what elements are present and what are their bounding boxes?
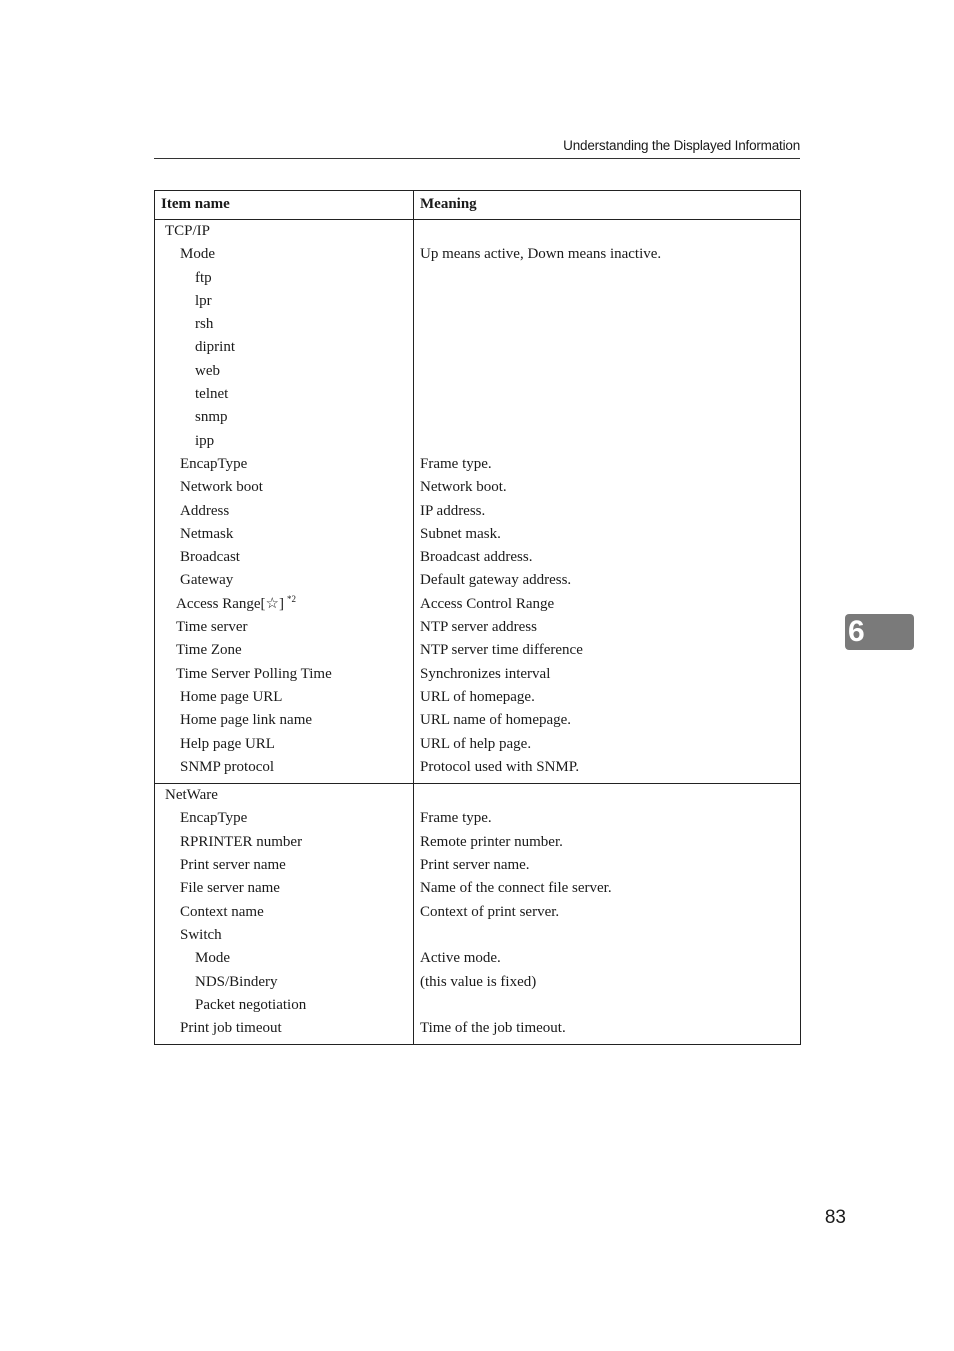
table-header-row [155,191,801,220]
table-row [155,476,801,499]
item-name: Time Zone [176,642,242,659]
table-row [155,831,801,854]
meaning-cell [414,784,801,808]
table-row [155,313,801,336]
item-name: SNMP protocol [180,758,275,775]
meaning-cell: Default gateway address. [414,569,801,592]
item-name: Address [180,502,230,519]
meaning-cell: Up means active, Down means inactive. [414,243,801,266]
table-row [155,639,801,662]
item-name: Access Range[☆] [176,595,284,612]
meaning-cell [414,360,801,383]
meaning-cell [414,220,801,244]
item-name: Mode [195,950,230,967]
item-name-cell [155,383,414,406]
table-row [155,220,801,244]
item-name: Print server name [180,857,286,874]
meaning-cell: Access Control Range [414,593,801,616]
footnote-ref: *2 [287,593,296,604]
table-row [155,453,801,476]
item-name-cell [155,453,414,476]
item-name-cell [155,877,414,900]
item-name: Time Server Polling Time [176,665,332,682]
meaning-cell [414,383,801,406]
item-name: rsh [195,316,214,333]
item-name: Gateway [180,572,234,589]
item-name: Print job timeout [180,1020,282,1037]
item-name: NDS/Bindery [195,973,278,990]
column-header-meaning: Meaning [414,191,801,220]
chapter-number: 6 [848,615,865,648]
item-name: telnet [195,386,229,403]
item-name-cell [155,784,414,808]
item-name-cell [155,267,414,290]
item-name-cell [155,546,414,569]
item-name: Home page URL [180,688,283,705]
item-name-cell [155,1017,414,1045]
column-header-item-name: Item name [155,191,414,220]
item-name-cell [155,854,414,877]
table-row [155,686,801,709]
table-row [155,546,801,569]
item-name-cell [155,686,414,709]
item-name-cell [155,523,414,546]
item-name: Home page link name [180,712,313,729]
meaning-cell: (this value is fixed) [414,971,801,994]
item-name-cell [155,593,414,616]
table-row [155,854,801,877]
item-name-cell [155,360,414,383]
table-row [155,406,801,429]
table-row [155,267,801,290]
meaning-cell: URL of help page. [414,733,801,756]
item-name: Help page URL [180,735,275,752]
item-name: EncapType [180,810,248,827]
item-name: diprint [195,339,235,356]
table-row [155,360,801,383]
item-name: ipp [195,432,215,449]
item-name-cell [155,220,414,244]
meaning-cell: Frame type. [414,807,801,830]
meaning-cell: Active mode. [414,947,801,970]
item-name-cell [155,243,414,266]
table-row [155,733,801,756]
table-row [155,877,801,900]
item-name-cell [155,971,414,994]
table-row [155,593,801,616]
item-name-cell [155,500,414,523]
meaning-cell: Remote printer number. [414,831,801,854]
item-name: RPRINTER number [180,833,303,850]
item-name: Broadcast [180,549,240,566]
item-name-cell [155,807,414,830]
table-row [155,756,801,784]
item-name: Context name [180,903,264,920]
table-row [155,663,801,686]
meaning-cell: NTP server time difference [414,639,801,662]
table-row [155,243,801,266]
item-name: Packet negotiation [195,996,307,1013]
item-name-cell [155,430,414,453]
item-name-cell [155,313,414,336]
item-name-cell [155,476,414,499]
meaning-cell [414,994,801,1017]
item-name: web [195,362,220,379]
item-name: EncapType [180,455,248,472]
table-row [155,616,801,639]
meaning-cell: NTP server address [414,616,801,639]
table-row [155,1017,801,1045]
table-row [155,709,801,732]
table-row [155,971,801,994]
item-name-cell [155,639,414,662]
item-name-cell [155,924,414,947]
table-row [155,947,801,970]
item-name-cell [155,831,414,854]
table-row [155,430,801,453]
item-name-cell [155,947,414,970]
table-row [155,290,801,313]
meaning-cell: Subnet mask. [414,523,801,546]
table-row [155,994,801,1017]
item-name: Network boot [180,479,263,496]
page-number: 83 [824,1207,846,1228]
item-name: Netmask [180,525,234,542]
item-name: NetWare [165,787,218,804]
table-row [155,500,801,523]
table-row [155,924,801,947]
item-name-cell [155,406,414,429]
table-row [155,523,801,546]
meaning-cell: Name of the connect file server. [414,877,801,900]
meaning-cell: URL name of homepage. [414,709,801,732]
meaning-cell [414,430,801,453]
item-name-cell [155,616,414,639]
item-name-cell [155,336,414,359]
header-rule [154,158,800,159]
meaning-cell: URL of homepage. [414,686,801,709]
item-name-cell [155,733,414,756]
meaning-cell [414,290,801,313]
item-name-cell [155,290,414,313]
table-row [155,784,801,808]
item-name-cell [155,756,414,784]
table-row [155,901,801,924]
item-name: File server name [180,880,280,897]
meaning-cell [414,406,801,429]
item-name: TCP/IP [165,223,211,239]
meaning-cell: Time of the job timeout. [414,1017,801,1045]
meaning-cell: Synchronizes interval [414,663,801,686]
table-body [155,220,801,1045]
item-name-cell [155,663,414,686]
item-name: Time server [176,619,248,636]
meaning-cell: Broadcast address. [414,546,801,569]
info-table [154,190,801,1045]
item-name-cell [155,709,414,732]
meaning-cell: Print server name. [414,854,801,877]
item-name: Mode [180,246,215,263]
item-name: snmp [195,409,228,426]
table-row [155,336,801,359]
meaning-cell [414,267,801,290]
meaning-cell [414,313,801,336]
item-name-cell [155,901,414,924]
chapter-tab [845,614,914,650]
running-header: Understanding the Displayed Information [563,138,800,153]
item-name: ftp [195,269,212,286]
item-name-cell [155,994,414,1017]
meaning-cell: Protocol used with SNMP. [414,756,801,784]
table-row [155,569,801,592]
meaning-cell: IP address. [414,500,801,523]
meaning-cell: Network boot. [414,476,801,499]
meaning-cell [414,336,801,359]
table-row [155,383,801,406]
meaning-cell: Context of print server. [414,901,801,924]
item-name: Switch [180,926,222,943]
item-name-cell [155,569,414,592]
table-row [155,807,801,830]
item-name: lpr [195,292,212,309]
meaning-cell: Frame type. [414,453,801,476]
meaning-cell [414,924,801,947]
